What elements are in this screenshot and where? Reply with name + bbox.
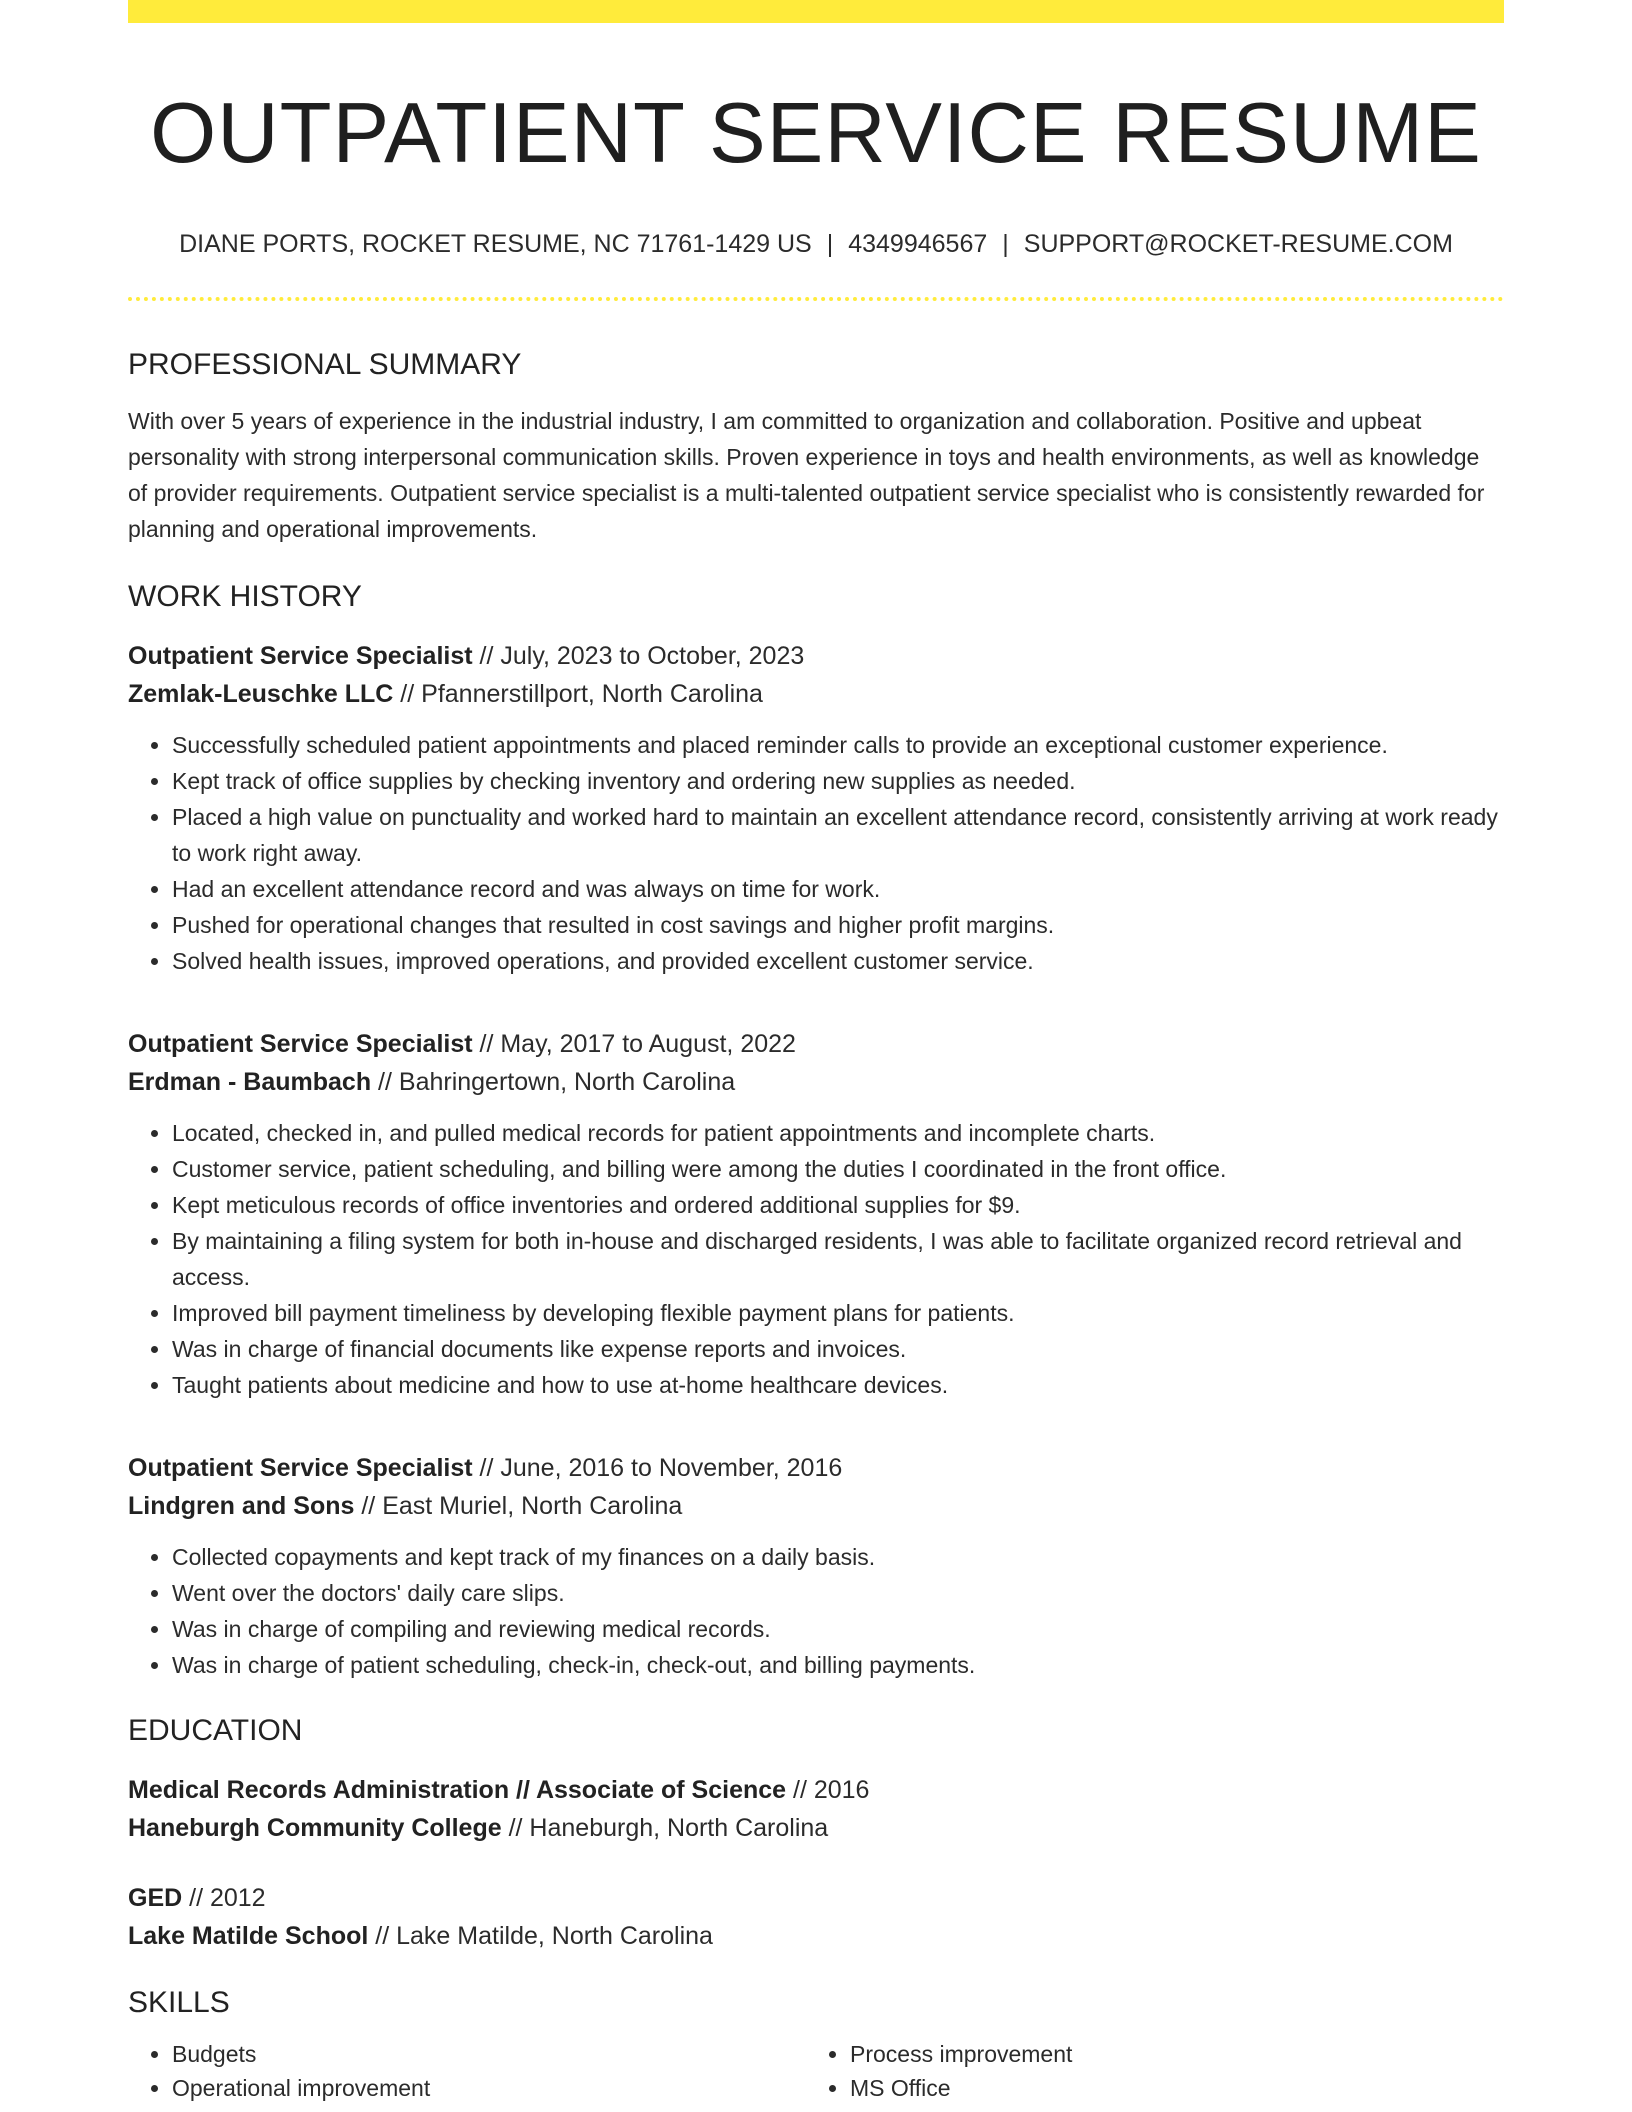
job-company-line	[128, 1487, 1504, 1525]
skill-item: • Budgets	[172, 2037, 806, 2071]
education-location: // Haneburgh, North Carolina	[501, 1814, 829, 1842]
resume-title: OUTPATIENT SERVICE RESUME	[150, 86, 1482, 181]
education-entry	[128, 1771, 1504, 1847]
skills-column-left	[128, 2037, 806, 2105]
job-bullet: • Located, checked in, and pulled medical records for patient appointments and incomplete charts.	[172, 1115, 1504, 1151]
education-year: // 2016	[786, 1776, 870, 1804]
education-school-line	[128, 1917, 1504, 1955]
job-dates: // July, 2023 to October, 2023	[472, 642, 805, 670]
job-company: Zemlak-Leuschke LLC	[128, 680, 394, 708]
resume-page	[128, 0, 1504, 2105]
job-bullet: • Customer service, patient scheduling, and billing were among the duties I coordinated in the front office.	[172, 1151, 1504, 1187]
summary-text: With over 5 years of experience in the industrial industry, I am committed to organization and collaboration. Positive and upbeat personality with strong interpersonal communication skills. Proven experience in toys and health environments, as well as knowledge of provider requirements. Outpatient service specialist is a multi-talented outpatient service specialist who is consistently rewarded for planning and operational improvements.	[128, 408, 1485, 542]
skills-list	[128, 2037, 1504, 2105]
job-entry	[128, 1449, 1504, 1683]
job-company-line	[128, 675, 1504, 713]
job-title-line	[128, 1449, 1504, 1487]
job-title: Outpatient Service Specialist	[128, 642, 473, 670]
job-dates: // June, 2016 to November, 2016	[472, 1454, 843, 1482]
job-title: Outpatient Service Specialist	[128, 1454, 473, 1482]
job-bullet: • By maintaining a filing system for both in-house and discharged residents, I was able to facilitate organized record retrieval and access.	[172, 1223, 1504, 1295]
job-bullets	[128, 1115, 1504, 1403]
education-year: // 2012	[182, 1884, 266, 1912]
job-bullets	[128, 727, 1504, 979]
job-title: Outpatient Service Specialist	[128, 1030, 473, 1058]
job-location: // Pfannerstillport, North Carolina	[393, 680, 763, 708]
job-company-line	[128, 1063, 1504, 1101]
job-bullet: • Kept track of office supplies by checking inventory and ordering new supplies as needed.	[172, 763, 1504, 799]
education-school: Haneburgh Community College	[128, 1814, 502, 1842]
education-entry	[128, 1879, 1504, 1955]
job-bullet: • Successfully scheduled patient appointments and placed reminder calls to provide an exceptional customer experience.	[172, 727, 1504, 763]
job-title-line	[128, 637, 1504, 675]
job-bullet: • Placed a high value on punctuality and worked hard to maintain an excellent attendance record, consistently arriving at work ready to work right away.	[172, 799, 1504, 871]
skill-item: • MS Office	[850, 2071, 1484, 2105]
work-history-heading: WORK HISTORY	[128, 580, 362, 613]
top-accent-bar	[128, 0, 1504, 23]
job-bullet: • Collected copayments and kept track of my finances on a daily basis.	[172, 1539, 1504, 1575]
skill-item: • Operational improvement	[172, 2071, 806, 2105]
job-bullet: • Was in charge of patient scheduling, check-in, check-out, and billing payments.	[172, 1647, 1504, 1683]
contact-address: DIANE PORTS, ROCKET RESUME, NC 71761-1429 US	[179, 230, 812, 258]
education-school-line	[128, 1809, 1504, 1847]
job-company: Erdman - Baumbach	[128, 1068, 372, 1096]
contact-separator: |	[826, 230, 834, 258]
skill-item: • Process improvement	[850, 2037, 1484, 2071]
education-degree-line	[128, 1771, 1504, 1809]
job-entry	[128, 1025, 1504, 1403]
summary-heading: PROFESSIONAL SUMMARY	[128, 348, 522, 381]
job-bullet: • Had an excellent attendance record and was always on time for work.	[172, 871, 1504, 907]
job-bullet: • Solved health issues, improved operations, and provided excellent customer service.	[172, 943, 1504, 979]
contact-line	[128, 229, 1504, 259]
contact-separator: |	[1002, 230, 1009, 258]
job-dates: // May, 2017 to August, 2022	[472, 1030, 796, 1058]
education-degree: GED	[128, 1884, 183, 1912]
education-school: Lake Matilde School	[128, 1922, 369, 1950]
education-heading: EDUCATION	[128, 1714, 303, 1747]
job-bullet: • Kept meticulous records of office inventories and ordered additional supplies for $9.	[172, 1187, 1504, 1223]
contact-phone: 4349946567	[848, 230, 988, 258]
job-bullet: • Went over the doctors' daily care slips.	[172, 1575, 1504, 1611]
education-location: // Lake Matilde, North Carolina	[368, 1922, 713, 1950]
job-location: // East Muriel, North Carolina	[354, 1492, 683, 1520]
skills-heading: SKILLS	[128, 1986, 230, 2019]
job-bullet: • Was in charge of financial documents like expense reports and invoices.	[172, 1331, 1504, 1367]
contact-email: SUPPORT@ROCKET-RESUME.COM	[1023, 230, 1453, 258]
job-bullet: • Pushed for operational changes that resulted in cost savings and higher profit margins.	[172, 907, 1504, 943]
job-entry	[128, 637, 1504, 979]
education-degree: Medical Records Administration // Associate of Science	[128, 1776, 787, 1804]
skills-column-right	[806, 2037, 1484, 2105]
job-bullet: • Taught patients about medicine and how to use at-home healthcare devices.	[172, 1367, 1504, 1403]
job-bullets	[128, 1539, 1504, 1683]
job-bullet: • Was in charge of compiling and reviewing medical records.	[172, 1611, 1504, 1647]
job-company: Lindgren and Sons	[128, 1492, 355, 1520]
job-location: // Bahringertown, North Carolina	[371, 1068, 736, 1096]
header-divider	[128, 297, 1504, 301]
job-bullet: • Improved bill payment timeliness by developing flexible payment plans for patients.	[172, 1295, 1504, 1331]
education-degree-line	[128, 1879, 1504, 1917]
job-title-line	[128, 1025, 1504, 1063]
